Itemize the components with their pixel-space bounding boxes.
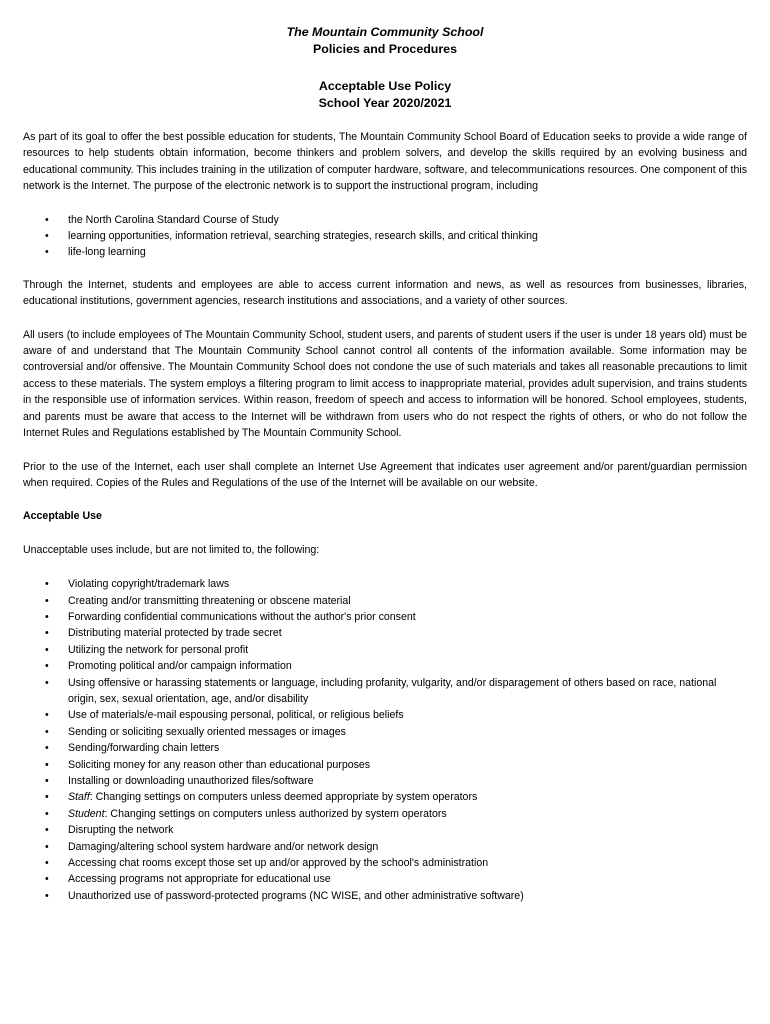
bullet-icon: • [45, 660, 49, 673]
list-item: • Accessing programs not appropriate for educational use [23, 871, 747, 887]
list-item: • Creating and/or transmitting threatening or obscene material [23, 593, 747, 609]
prior-use-paragraph: Prior to the use of the Internet, each user shall complete an Internet Use Agreement that indicates user agreement and/or parent/guardian permission when required. Copies of the Rules and Regulations of the use of the Internet will be available on our website. [23, 460, 747, 489]
staff-label: Staff [68, 791, 90, 804]
bullet-icon: • [45, 791, 49, 804]
bullet-icon: • [45, 889, 49, 902]
list-item-student: • Student: Changing settings on computers unless authorized by system operators [23, 806, 747, 822]
program-list [23, 212, 747, 261]
users-paragraph: All users (to include employees of The Mountain Community School, student users, and parents of student users if the user is under 18 years old) must be aware of and understand that The Mountain Community School cannot control all contents of the information available. Some information may be controversial and/or offensive. The Mountain Community School does not condone the use of such materials and takes all reasonable precautions to limit access to these materials. The system employs a filtering program to limit access to inappropriate material, provides adult supervision, and trains students in the responsible use of information services. Within reason, freedom of speech and access to information will be honored. School employees, students, and parents must be aware that access to the Internet will be withdrawn from users who do not respect the rights of others, or who do not follow the Internet Rules and Regulations established by The Mountain Community School. [23, 328, 747, 440]
bullet-icon: • [45, 610, 49, 623]
bullet-icon: • [45, 643, 49, 656]
list-item: • Sending/forwarding chain letters [23, 740, 747, 756]
bullet-icon: • [45, 246, 49, 259]
list-item: • Unauthorized use of password-protected programs (NC WISE, and other administrative software) [23, 888, 747, 904]
list-item: • Distributing material protected by trade secret [23, 625, 747, 641]
bullet-icon: • [45, 873, 49, 886]
bullet-icon: • [45, 213, 49, 226]
bullet-icon: • [45, 578, 49, 591]
bullet-icon: • [45, 824, 49, 837]
bullet-icon: • [45, 775, 49, 787]
school-year: School Year 2020/2021 [318, 96, 452, 110]
unacceptable-intro: Unacceptable uses include, but are not limited to, the following: [23, 543, 320, 556]
list-item: • Utilizing the network for personal profit [23, 642, 747, 658]
bullet-icon: • [45, 857, 49, 870]
bullet-icon: • [45, 807, 49, 820]
list-item-staff: • Staff: Changing settings on computers unless deemed appropriate by system operators [23, 789, 747, 805]
acceptable-use-heading: Acceptable Use [23, 510, 102, 523]
intro-paragraph: As part of its goal to offer the best possible education for students, The Mountain Community School Board of Education seeks to provide a wide range of resources to help students obtain information, become thinkers and problem solvers, and develop the skills required by an evolving business and educational community. This includes training in the utilization of computer hardware, software, and telecommunications resources. One component of this network is the Internet. The purpose of the electronic network is to support the instructional program, including [23, 131, 747, 193]
list-item: • Use of materials/e-mail espousing personal, political, or religious beliefs [23, 707, 747, 723]
document-header [23, 24, 747, 112]
list-item: • Using offensive or harassing statements or language, including profanity, vulgarity, and/or disparagement of others based on race, national origin, sex, sexual orientation, age, and/or disability [45, 676, 717, 705]
list-item: • Sending or soliciting sexually oriented messages or images [23, 724, 747, 740]
list-item: • the North Carolina Standard Course of Study [23, 212, 747, 228]
list-item: • Violating copyright/trademark laws [23, 576, 747, 592]
bullet-icon: • [45, 758, 49, 771]
bullet-icon: • [45, 676, 49, 689]
internet-paragraph: Through the Internet, students and employees are able to access current information and news, as well as resources from businesses, libraries, educational institutions, government agencies, research institutions and associations, and a variety of other sources. [23, 278, 747, 308]
list-item: • life-long learning [23, 244, 747, 260]
list-item: • learning opportunities, information retrieval, searching strategies, research skills, and critical thinking [23, 228, 747, 244]
list-item: • Forwarding confidential communications without the author's prior consent [23, 609, 747, 625]
bullet-icon: • [45, 627, 49, 640]
list-item: • Damaging/altering school system hardware and/or network design [23, 839, 747, 855]
list-item: • Soliciting money for any reason other than educational purposes [23, 757, 747, 773]
header-subtitle: Policies and Procedures [313, 42, 457, 56]
bullet-icon: • [45, 230, 49, 243]
unacceptable-list [23, 576, 747, 904]
school-name: The Mountain Community School [286, 25, 484, 39]
list-item: • Installing or downloading unauthorized files/software [23, 773, 747, 789]
bullet-icon: • [45, 709, 49, 722]
bullet-icon: • [45, 840, 49, 853]
bullet-icon: • [45, 725, 49, 738]
bullet-icon: • [45, 594, 49, 607]
list-item: • Disrupting the network [23, 822, 747, 838]
student-label: Student [68, 807, 105, 820]
list-item: • Promoting political and/or campaign information [23, 658, 747, 674]
list-item: • Accessing chat rooms except those set up and/or approved by the school's administration [23, 855, 747, 871]
bullet-icon: • [45, 742, 49, 755]
policy-title: Acceptable Use Policy [318, 79, 452, 93]
